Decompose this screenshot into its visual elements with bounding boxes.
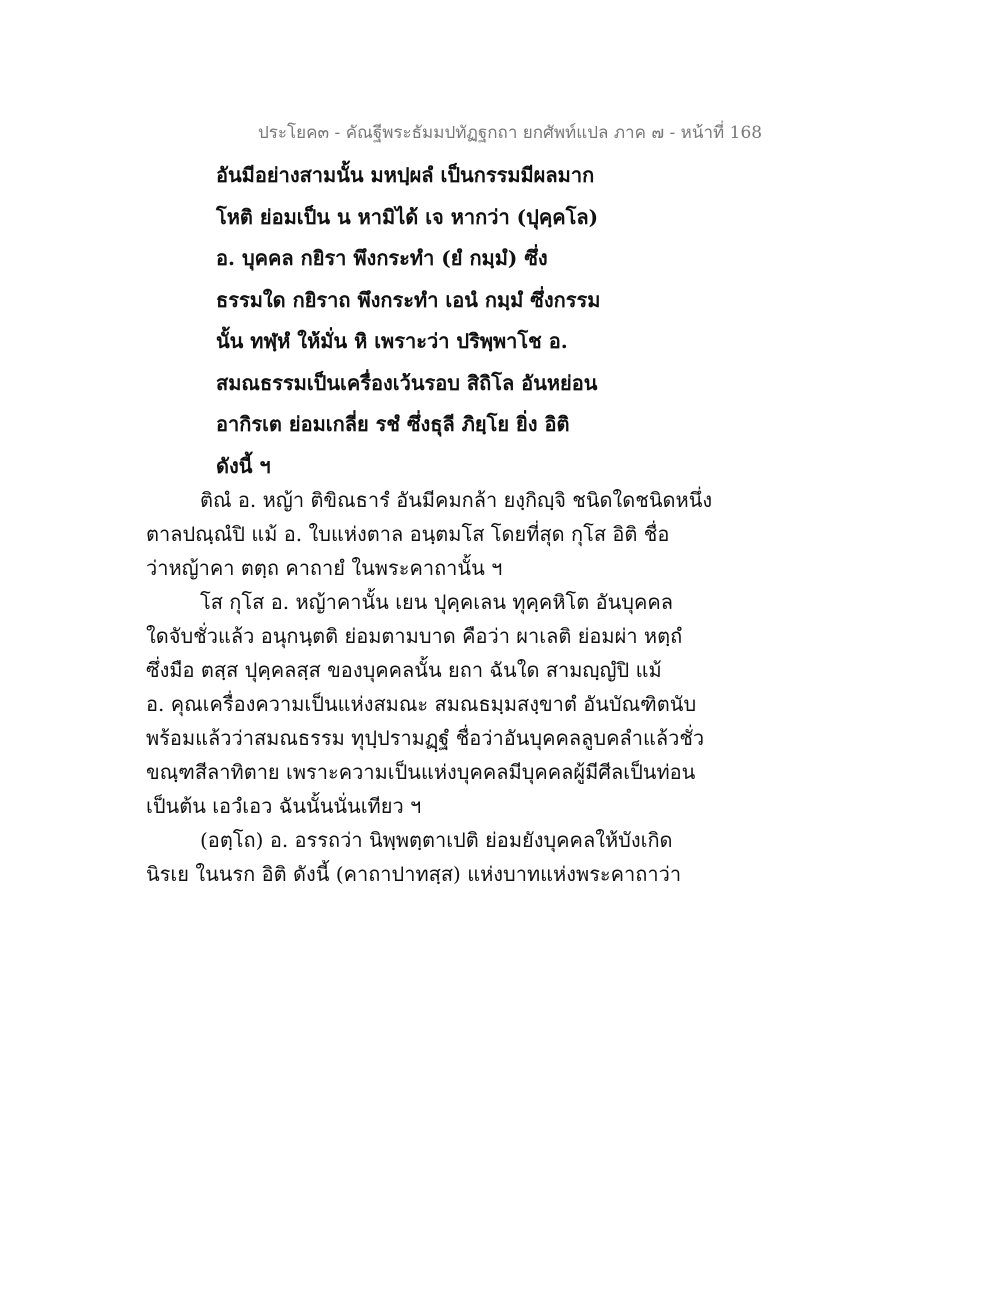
prose-line: อ. คุณเครื่องความเป็นแห่งสมณะ สมณธมฺมสงฺขาตํ อันบัณฑิตนับ [146,692,697,716]
prose-line: เป็นต้น เอวํเอว ฉันนั้นนั่นเทียว ฯ [146,794,422,818]
verse-line: อันมีอย่างสามนั้น มหปฺผลํ เป็นกรรมมีผลมาก [216,163,595,187]
paragraph [146,823,682,891]
verse-line: โหติ ย่อมเป็น น หามิได้ เจ หากว่า (ปุคฺคโล) [216,204,599,229]
verse-line: นั้น ทฬฺหํ ให้มั่น หิ เพราะว่า ปริพฺพาโช อ. [216,329,568,353]
prose-line: ติณํ อ. หญ้า ติขิณธารํ อันมีคมกล้า ยงฺกิญฺจิ ชนิดใดชนิดหนึ่ง [200,488,713,512]
prose-line: ว่าหญ้าคา ตตฺถ คาถายํ ในพระคาถานั้น ฯ [146,556,503,580]
verse-line: อ. บุคคล กยิรา พึงกระทำ (ยํ กมฺมํ) ซึ่ง [216,246,548,270]
prose-line: พร้อมแล้วว่าสมณธรรม ทุปฺปรามฏฺฐํ ชื่อว่าอันบุคคลลูบคลำแล้วชั่ว [146,726,705,750]
prose-line: ใดจับชั่วแล้ว อนุกนฺตติ ย่อมตามบาด คือว่า ผาเลติ ย่อมผ่า หตฺถํ [146,624,683,648]
paragraph [146,585,705,823]
verse-line: สมณธรรมเป็นเครื่องเว้นรอบ สิถิโล อันหย่อน [216,370,598,395]
verse-line: อากิรเต ย่อมเกลี่ย รชํ ซึ่งธุลี ภิยฺโย ยิ่ง อิติ [216,412,570,436]
verse-line: ธรรมใด กยิราถ พึงกระทำ เอนํ กมฺมํ ซึ่งกรรม [216,287,601,312]
prose-line: (อตฺโถ) อ. อรรถว่า นิพฺพตฺตาเปติ ย่อมยังบุคคลให้บังเกิด [200,828,673,852]
prose-line: ขณฺฑสีลาทิตาย เพราะความเป็นแห่งบุคคลมีบุคคลผู้มีศีลเป็นท่อน [146,760,696,784]
running-header: ประโยค๓ - คัณฐีพระธัมมปทัฏฐกถา ยกศัพท์แปล ภาค ๗ - หน้าที่ 168 [258,123,763,143]
prose-line: ซึ่งมือ ตสฺส ปุคฺคลสฺส ของบุคคลนั้น ยถา ฉันใด สามญฺญํปิ แม้ [146,658,662,682]
verse-block [216,158,636,490]
prose-line: โส กุโส อ. หญ้าคานั้น เยน ปุคฺคเลน ทุคฺคหิโต อันบุคคล [200,590,673,614]
prose-line: นิรเย ในนรก อิติ ดังนี้ (คาถาปาทสฺส) แห่งบาทแห่งพระคาถาว่า [146,862,682,886]
prose-block [146,483,713,891]
verse-line: ดังนี้ ฯ [216,453,271,478]
paragraph [146,483,713,585]
prose-line: ตาลปณฺณํปิ แม้ อ. ใบแห่งตาล อนฺตมโส โดยที่สุด กุโส อิติ ชื่อ [146,522,670,546]
